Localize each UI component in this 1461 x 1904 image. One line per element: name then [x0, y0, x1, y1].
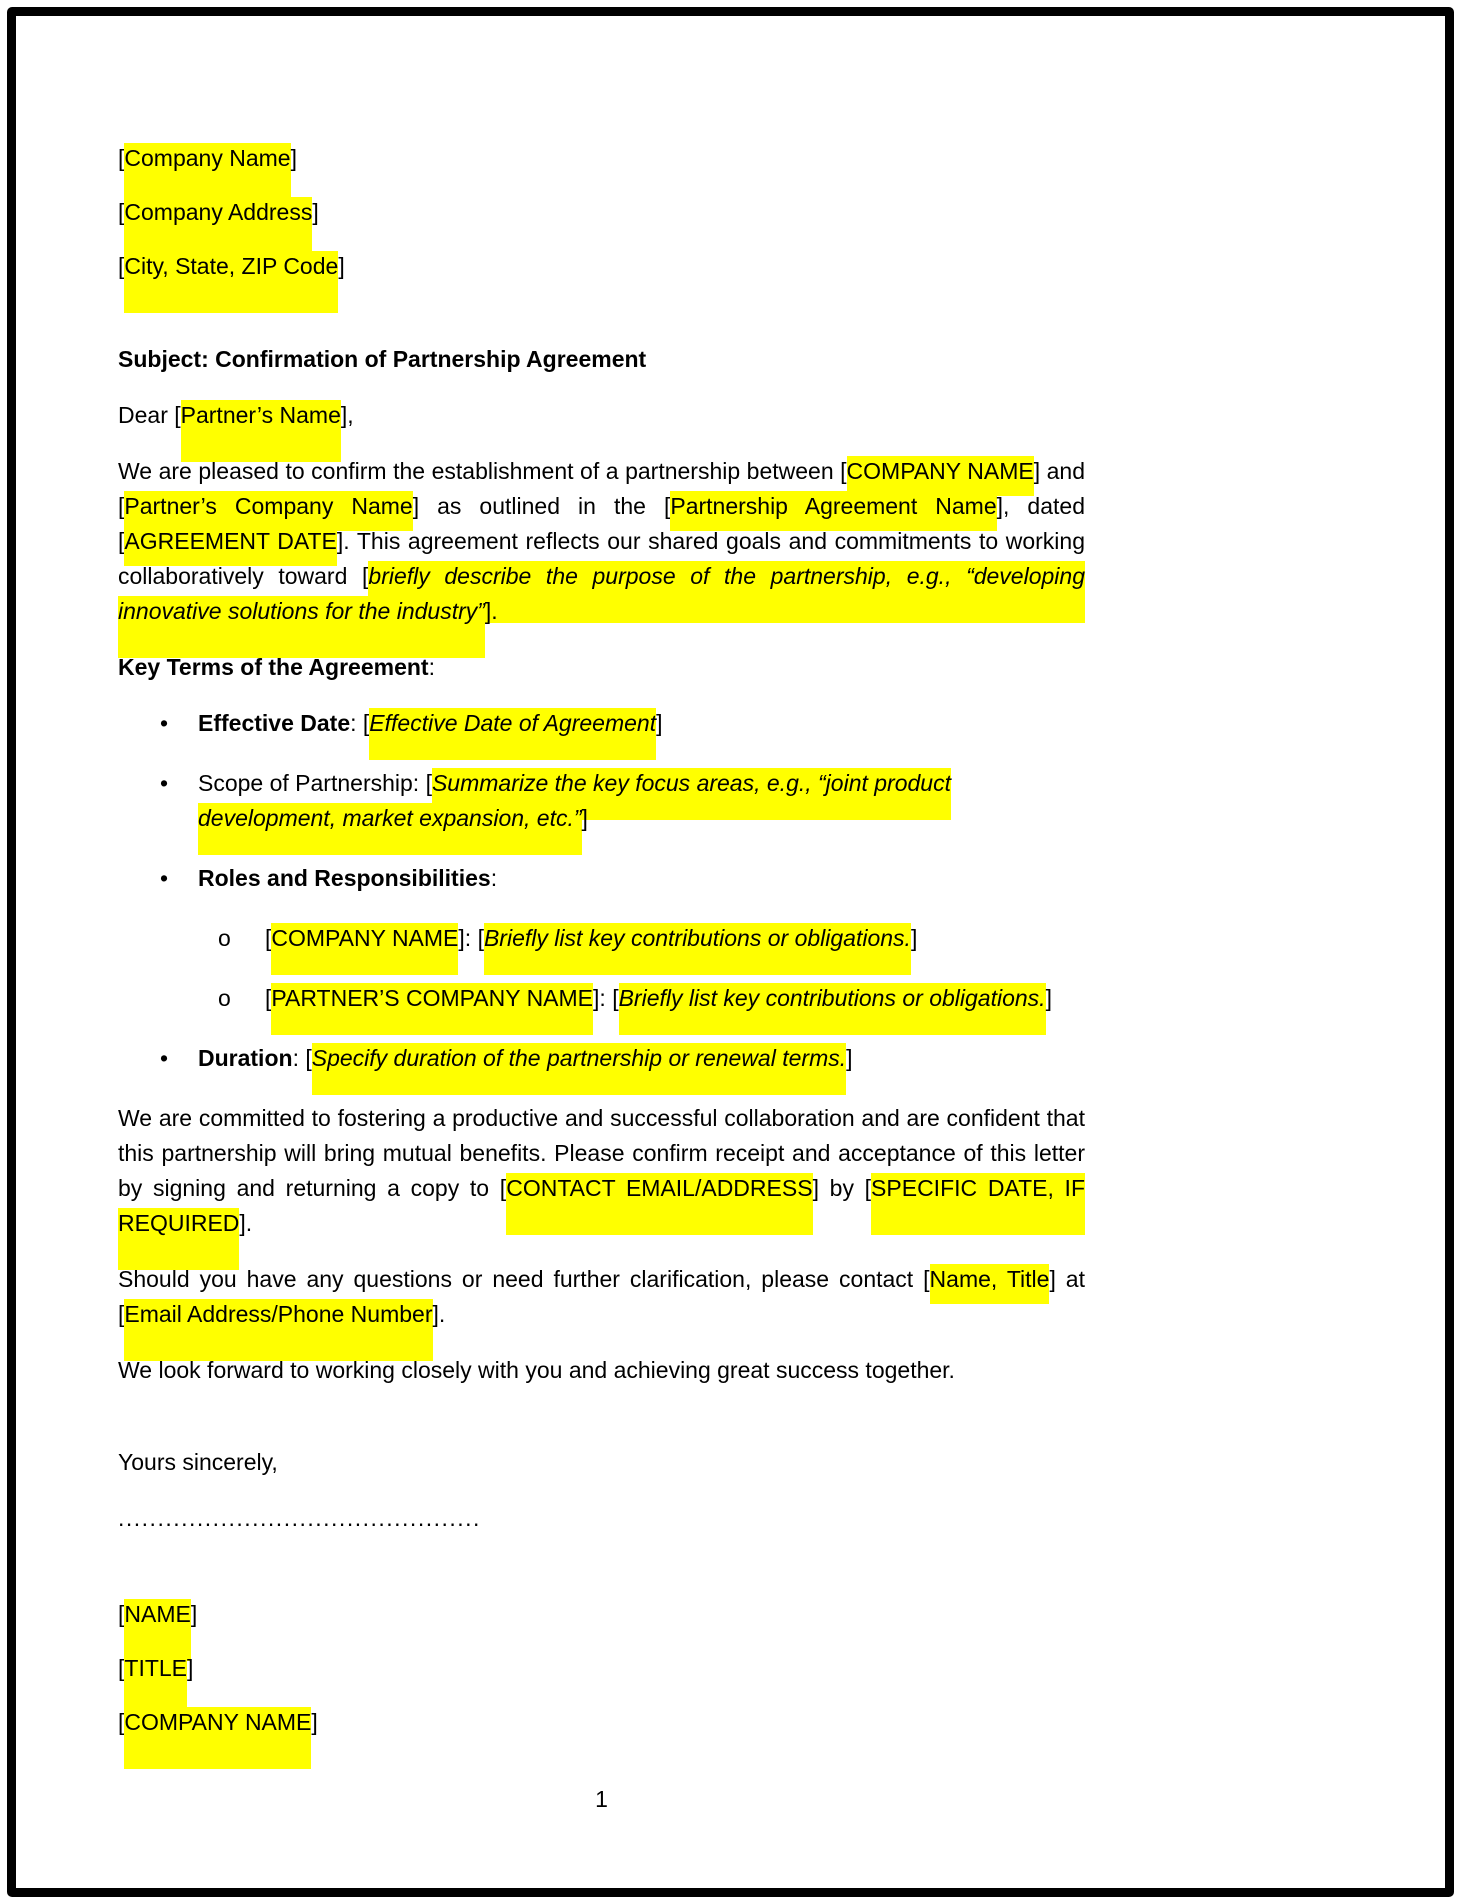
text-run: ],: [340, 402, 354, 428]
text-run: [: [118, 1709, 125, 1735]
effective-date-item: [118, 706, 1085, 741]
text-run: ]: [290, 145, 297, 171]
placeholder-highlight: Partnership Agreement Name: [670, 491, 996, 531]
placeholder-highlight: Effective Date of Agreement: [369, 708, 656, 760]
placeholder-highlight: COMPANY NAME: [847, 456, 1034, 496]
text-run: Should you have any questions or need further clarification, please contact [: [118, 1266, 930, 1292]
text-run: [: [118, 1601, 125, 1627]
text-run: [: [265, 985, 272, 1011]
text-run: Subject: Confirmation of Partnership Agreement: [118, 346, 647, 372]
text-run: ]: [311, 1709, 318, 1735]
placeholder-highlight: PARTNER’S COMPANY NAME: [271, 983, 593, 1035]
text-run: ..............................................: [118, 1505, 481, 1531]
signatory-company: [118, 1705, 1085, 1740]
bullet-icon: •: [160, 1045, 169, 1071]
salutation: [118, 398, 1085, 433]
text-run: ]: [: [593, 985, 619, 1011]
bullet-icon: •: [160, 770, 169, 796]
placeholder-highlight: Partner’s Name: [181, 400, 341, 462]
text-run: :: [490, 865, 498, 891]
text-run: ].: [484, 598, 498, 624]
text-run: [: [118, 145, 125, 171]
text-run: ]: [1045, 985, 1052, 1011]
text-run: ]: [190, 1601, 198, 1627]
sub-bullet-icon: o: [218, 985, 231, 1011]
commitment-paragraph: [118, 1101, 1085, 1241]
duration-item: [118, 1041, 1085, 1076]
bullet-icon: •: [160, 710, 169, 736]
signature-dotted-line: [118, 1501, 1085, 1536]
subject-line: [118, 342, 1085, 377]
letter-document: [118, 0, 1085, 1838]
roles-item: [118, 861, 1085, 896]
placeholder-highlight: SPECIFIC DATE, IF REQUIRED: [118, 1173, 1085, 1270]
placeholder-highlight: CONTACT EMAIL/ADDRESS: [506, 1173, 812, 1235]
company-obligations-item: [118, 921, 1085, 956]
sender-company-address: [118, 195, 1085, 230]
text-run: ] by [: [812, 1175, 872, 1201]
text-run: :: [428, 654, 435, 680]
placeholder-highlight: Company Name: [124, 143, 290, 205]
key-terms-list: [118, 706, 1085, 1076]
placeholder-highlight: Name, Title: [930, 1264, 1050, 1304]
placeholder-highlight: AGREEMENT DATE: [124, 526, 337, 566]
list-item-text: [198, 865, 497, 891]
text-run: : [: [350, 710, 370, 736]
text-run: ]: [581, 805, 588, 831]
placeholder-highlight: Briefly list key contributions or obligations.: [619, 983, 1046, 1035]
scope-item: [118, 766, 1085, 836]
key-terms-heading: [118, 650, 1085, 685]
text-run: ]. This agreement reflects our shared goals and commitments to working collaboratively toward [: [118, 528, 1085, 589]
text-run: ].: [432, 1301, 446, 1327]
page-number: 1: [595, 1786, 608, 1812]
text-run: ]: [: [458, 925, 484, 951]
text-run: ] as outlined in the [: [412, 493, 671, 519]
placeholder-highlight: Specify duration of the partnership or renewal terms.: [312, 1043, 846, 1095]
text-run: ]: [312, 199, 319, 225]
sub-bullet-icon: o: [218, 925, 231, 951]
text-run: [: [265, 925, 272, 951]
partner-obligations-item: [118, 981, 1085, 1016]
text-run: ]: [338, 253, 345, 279]
placeholder-highlight: City, State, ZIP Code: [124, 251, 338, 313]
placeholder-highlight: Email Address/Phone Number: [124, 1299, 432, 1361]
placeholder-highlight: NAME: [124, 1599, 190, 1661]
intro-paragraph: [118, 454, 1085, 629]
text-run: Roles and Responsibilities: [198, 865, 491, 891]
placeholder-highlight: TITLE: [124, 1653, 187, 1715]
text-run: We are pleased to confirm the establishment of a partnership between [: [118, 458, 847, 484]
sender-company-name: [118, 141, 1085, 176]
list-item-text: [198, 768, 951, 855]
text-run: [: [118, 1655, 125, 1681]
list-item-text: [265, 923, 917, 975]
text-run: Duration: [198, 1045, 293, 1071]
text-run: [: [118, 199, 125, 225]
placeholder-highlight: COMPANY NAME: [271, 923, 458, 975]
text-run: Effective Date: [198, 710, 351, 736]
text-run: [: [118, 253, 125, 279]
text-run: Key Terms of the Agreement: [118, 654, 429, 680]
valediction: [118, 1445, 1085, 1480]
text-run: ]: [656, 710, 663, 736]
list-item-text: [198, 1043, 853, 1095]
contact-paragraph: [118, 1262, 1085, 1332]
text-run: ]: [910, 925, 918, 951]
letter-body: [118, 141, 1085, 1740]
text-run: : [: [292, 1045, 312, 1071]
text-run: ]: [187, 1655, 194, 1681]
text-run: Scope of Partnership: [: [198, 770, 432, 796]
text-run: ], dated [: [118, 493, 1085, 554]
text-run: ] at [: [118, 1266, 1085, 1327]
placeholder-highlight: Briefly list key contributions or obligations.: [484, 923, 911, 975]
signatory-title: [118, 1651, 1085, 1686]
bullet-icon: •: [160, 865, 169, 891]
closing-paragraph: [118, 1353, 1085, 1388]
text-run: We are committed to fostering a productive and successful collaboration and are confident that this partnership will bring mutual benefits. Please confirm receipt and acceptance of this letter by signing and returning a copy to [: [118, 1105, 1085, 1201]
text-run: Yours sincerely,: [118, 1449, 278, 1475]
sender-city-state-zip: [118, 249, 1085, 284]
placeholder-highlight: briefly describe the purpose of the partnership, e.g., “developing innovative solutions for the industry”: [118, 561, 1085, 658]
text-run: ]: [846, 1045, 853, 1071]
placeholder-highlight: COMPANY NAME: [124, 1707, 311, 1769]
placeholder-highlight: Summarize the key focus areas, e.g., “joint product development, market expansion, etc.”: [198, 768, 951, 855]
list-item-text: [198, 708, 662, 760]
text-run: ] and [: [118, 458, 1085, 519]
text-run: Dear [: [118, 402, 181, 428]
placeholder-highlight: Partner’s Company Name: [124, 491, 412, 531]
placeholder-highlight: Company Address: [124, 197, 312, 259]
list-item-text: [265, 983, 1052, 1035]
text-run: ].: [239, 1210, 253, 1236]
signatory-name: [118, 1597, 1085, 1632]
text-run: We look forward to working closely with you and achieving great success together.: [118, 1357, 955, 1383]
